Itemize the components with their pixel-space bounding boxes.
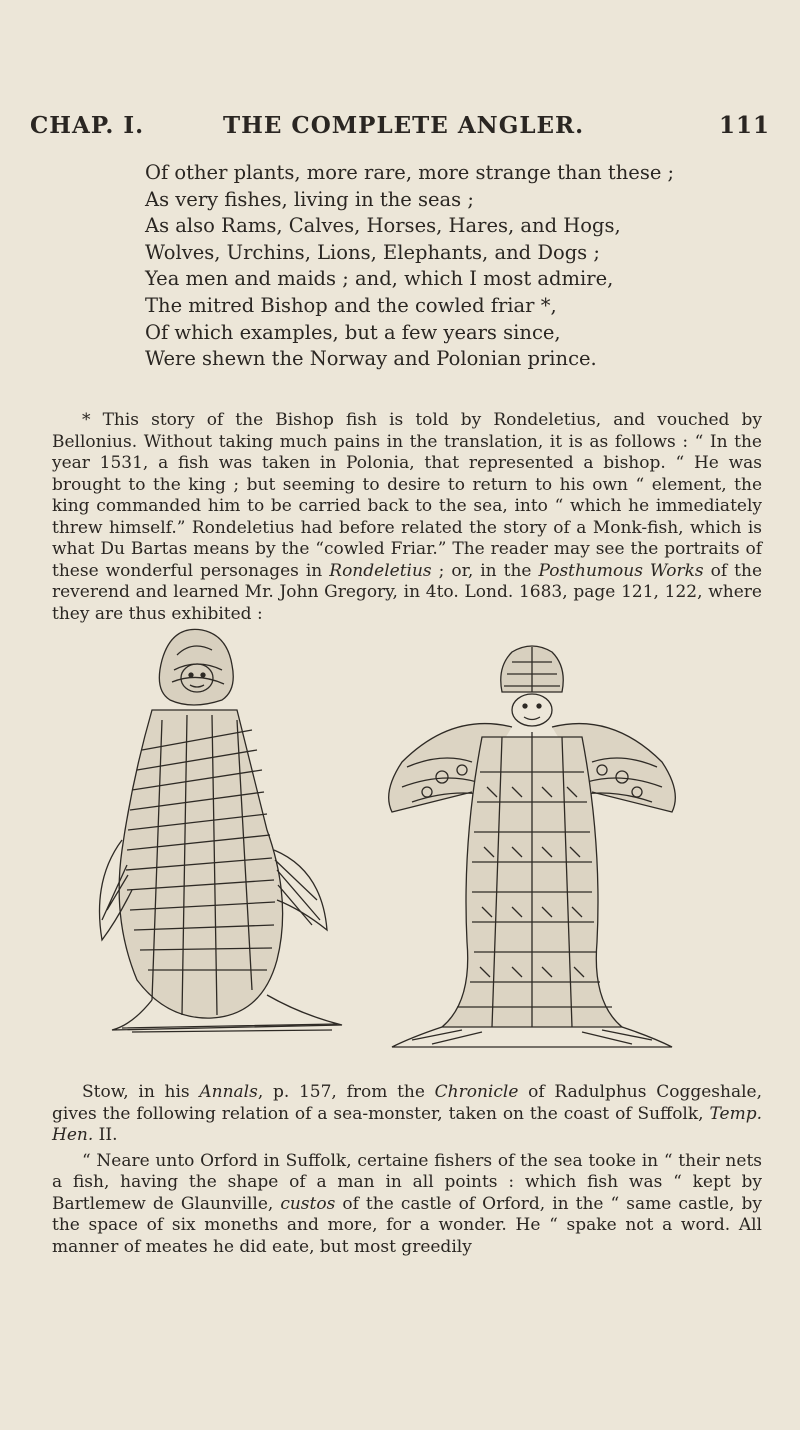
- stow-text: Stow, in his: [82, 1082, 200, 1102]
- stow-text: , p. 157, from the: [257, 1082, 435, 1102]
- quote-text: of the castle of Orford, in the “ same castle, by the space of six moneths and more, for a wonder. He “ spake not a word. All manner of meates he did eate, but most greedily: [52, 1193, 762, 1257]
- verse-line: The mitred Bishop and the cowled friar *,: [145, 293, 557, 317]
- verse-line: Yea men and maids ; and, which I most admire,: [145, 267, 614, 291]
- footnote-text: ; or, in the: [431, 560, 539, 581]
- stow-intro: [52, 1082, 762, 1147]
- footnote-text: * This story of the Bishop fish is told by Rondeletius, and vouched by Bellonius. Without taking much pains in the translation, it is as follows : “ In the year 1531, a fish was taken in Polonia, that represented a bishop. “ He was brought to the king ; but seeming to desire to return to his own “ element, the king commanded him to be carried back to the sea, into “ which he immediately threw himself.” Rondeletius had before related the story of a Monk-fish, which is what Du Bartas means by the “cowled Friar.” The reader may see the portraits of these wonderful personages in: [52, 410, 762, 581]
- monk-fish-engraving-icon: [92, 620, 352, 1060]
- verse-line: Of which examples, but a few years since,: [145, 320, 561, 344]
- stow-text: II.: [93, 1125, 118, 1145]
- chapter-label: CHAP. I.: [30, 112, 145, 139]
- verse-line: As also Rams, Calves, Horses, Hares, and Hogs,: [145, 214, 621, 238]
- verse-line: Were shewn the Norway and Polonian prince.: [145, 347, 597, 371]
- page-number: 111: [718, 112, 770, 139]
- footnote-italic: Posthumous Works: [538, 560, 704, 581]
- running-header: [30, 112, 770, 152]
- engravings: [92, 620, 712, 1065]
- stow-text: of Radulphus Coggeshale, gives the following relation of a sea-monster, taken on the coast of Suffolk,: [52, 1082, 762, 1124]
- verse-line: Of other plants, more rare, more strange than these ;: [145, 161, 675, 184]
- stow-italic: Chronicle: [434, 1082, 519, 1102]
- running-title: THE COMPLETE ANGLER.: [223, 112, 585, 139]
- stow-passage: [52, 1082, 762, 1258]
- quote-italic: custos: [280, 1193, 336, 1214]
- stow-quote: [52, 1151, 762, 1259]
- verse-line: Wolves, Urchins, Lions, Elephants, and Dogs ;: [145, 240, 600, 264]
- footnote-italic: Rondeletius: [329, 560, 432, 581]
- footnote-text: of the reverend and learned Mr. John Gregory, in 4to. Lond. 1683, page 121, 122, where they are thus exhibited :: [52, 560, 762, 624]
- stow-italic: Annals: [199, 1082, 258, 1102]
- stow-italic: Temp. Hen.: [52, 1103, 762, 1145]
- verse-line: As very fishes, living in the seas ;: [145, 187, 474, 211]
- footnote: [52, 410, 762, 625]
- quote-text: “ Neare unto Orford in Suffolk, certaine fishers of the sea tooke in “ their nets a fish, having the shape of a man in all points : which fish was “ kept by Bartlemew de Glaunville,: [52, 1150, 762, 1214]
- bishop-fish-engraving-icon: [362, 642, 702, 1052]
- footnote-paragraph: [52, 410, 762, 625]
- verse-block: [145, 160, 765, 373]
